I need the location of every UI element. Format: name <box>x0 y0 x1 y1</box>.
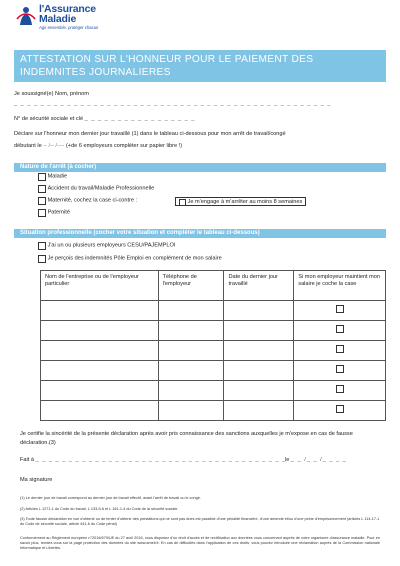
table-row <box>41 401 386 421</box>
name-field[interactable]: _ _ _ _ _ _ _ _ _ _ _ _ _ _ _ _ _ _ _ _ _ _ _ _ _ _ _ _ _ _ _ _ _ _ _ _ _ _ _ _ _ _ _ _ _ _ _ _ <box>14 101 332 107</box>
debut-note: (+de 6 employeurs compléter sur papier libre !) <box>65 143 183 149</box>
phone-cell[interactable] <box>158 401 224 421</box>
brand-name-line2: Maladie <box>39 13 77 25</box>
salary-checkbox[interactable] <box>336 305 344 313</box>
brand-name-line1: l'Assurance <box>39 3 96 15</box>
table-row <box>41 381 386 401</box>
maladie-checkbox[interactable] <box>38 173 46 181</box>
salary-cell <box>294 321 386 341</box>
salary-cell <box>294 381 386 401</box>
debut-date-field[interactable]: -- /-- /---- <box>43 143 65 149</box>
option-maternite <box>38 197 137 206</box>
pole-emploi-checkbox[interactable] <box>38 255 46 263</box>
le-date-field[interactable]: _ _ /_ _ /_ _ _ _ <box>290 457 347 463</box>
page-title <box>14 50 386 82</box>
paternite-checkbox[interactable] <box>38 209 46 217</box>
salary-cell <box>294 301 386 321</box>
date-cell[interactable] <box>224 381 294 401</box>
table-row <box>41 361 386 381</box>
date-cell[interactable] <box>224 361 294 381</box>
col-header-last-day: Date du dernier jour travaillé <box>224 271 294 301</box>
maternity-commitment-checkbox[interactable] <box>179 199 186 206</box>
salary-cell <box>294 401 386 421</box>
table-header-row <box>41 271 386 301</box>
footnote-1: (1) Le dernier jour de travail correspond au dernier jour de travail effectif, avant l'arrêt de travail ou le congé. <box>20 496 201 500</box>
date-cell[interactable] <box>224 321 294 341</box>
salary-checkbox[interactable] <box>336 365 344 373</box>
option-label: Je perçois des indemnités Pôle Emploi en complément de mon salaire <box>47 255 222 262</box>
fait-field[interactable]: _ _ _ _ _ _ _ _ _ _ _ _ _ _ _ _ _ _ _ _ _ _ _ _ _ _ _ _ _ _ _ _ _ _ _ _ _ _ <box>35 457 287 463</box>
section-nature-header: Nature de l'arrêt (à cocher) <box>14 163 386 172</box>
salary-cell <box>294 341 386 361</box>
name-label: Je soussigné(e) Nom, prénom <box>14 91 89 97</box>
option-maladie <box>38 173 67 182</box>
ss-field[interactable]: _ _ _ _ _ _ _ _ _ _ _ _ _ _ _ _ _ <box>84 116 196 122</box>
option-pole-emploi <box>38 255 222 264</box>
signature-label: Ma signature <box>20 477 53 483</box>
footnote-2: (2) Articles L 1271-1 du Code du travail, L 133-5-6 et L 161-1-4 du Code de la sécurité sociale. <box>20 507 179 511</box>
company-cell[interactable] <box>41 341 159 361</box>
employer-table <box>40 270 386 421</box>
option-accident <box>38 185 154 194</box>
table-row <box>41 341 386 361</box>
phone-cell[interactable] <box>158 341 224 361</box>
section-situation-header: Situation professionnelle (cocher votre situation et compléter le tableau ci-dessous) <box>14 229 386 238</box>
date-cell[interactable] <box>224 301 294 321</box>
rgpd-notice: Conformément au Règlement européen n°2016/679/UE du 27 avril 2016, vous disposez d'un droit d'accès et de rectification aux données vous concernant auprès de votre organisme d'assurance maladie. Pour en savoir plus, rendez-vous sur la page protection des données du site www.ameli.fr. En cas de difficultés dans l'application de ces droits, vous pouvez introduire une réclamation auprès de la Commission nationale Informatique et Libertés. <box>20 536 380 550</box>
option-label: Accident du travail/Maladie Professionnelle <box>47 185 155 192</box>
date-cell[interactable] <box>224 341 294 361</box>
assurance-maladie-logo-icon <box>14 5 38 27</box>
declare-text: Déclare sur l'honneur mon dernier jour travaillé (1) dans le tableau ci-dessous pour mon arrêt de travail/congé <box>14 131 286 137</box>
date-cell[interactable] <box>224 401 294 421</box>
brand-tagline: Agir ensemble, protéger chacun <box>39 25 99 30</box>
page-title-line2: INDEMNITES JOURNALIERES <box>20 67 171 78</box>
debut-label: débutant le <box>14 143 42 149</box>
phone-cell[interactable] <box>158 361 224 381</box>
accident-checkbox[interactable] <box>38 185 46 193</box>
company-cell[interactable] <box>41 301 159 321</box>
table-row <box>41 321 386 341</box>
page-title-line1: ATTESTATION SUR L'HONNEUR POUR LE PAIEMENT DES <box>20 54 314 65</box>
footnote-3: (3) Toute fausse déclaration en vue d'obtenir ou de tenter d'obtenir des prestations qui ne sont pas dues est passible d'une pénalité financière, d'une amende et/ou d'une peine d'emprisonnement (articles L 114-17-1 du Code de sécurité sociale, article 441-6 du Code pénal) <box>20 517 380 526</box>
option-label: J'ai un ou plusieurs employeurs CESU/PAJEMPLOI <box>47 242 176 249</box>
le-label: le <box>285 457 290 463</box>
certify-text: Je certifie la sincérité de la présente déclaration après avoir pris connaissance des sanctions auxquelles je m'expose en cas de fausse déclaration.(3) <box>20 431 353 446</box>
option-label: Maladie <box>47 173 68 180</box>
option-cesu <box>38 242 175 251</box>
salary-checkbox[interactable] <box>336 385 344 393</box>
phone-cell[interactable] <box>158 321 224 341</box>
table-row <box>41 301 386 321</box>
col-header-phone: Téléphone de l'employeur <box>158 271 224 301</box>
phone-cell[interactable] <box>158 301 224 321</box>
col-header-salary: Si mon employeur maintient mon salaire je coche la case <box>294 271 386 301</box>
company-cell[interactable] <box>41 361 159 381</box>
option-paternite <box>38 209 70 218</box>
company-cell[interactable] <box>41 381 159 401</box>
col-header-company: Nom de l'entreprise ou de l'employeur particulier <box>41 271 159 301</box>
salary-checkbox[interactable] <box>336 345 344 353</box>
ss-label: N° de sécurité sociale et clé <box>14 116 84 122</box>
option-label: Maternité, cochez la case ci-contre : <box>47 197 138 204</box>
fait-label: Fait à <box>20 457 34 463</box>
salary-cell <box>294 361 386 381</box>
phone-cell[interactable] <box>158 381 224 401</box>
maternite-checkbox[interactable] <box>38 197 46 205</box>
company-cell[interactable] <box>41 321 159 341</box>
option-label: Paternité <box>47 209 70 216</box>
salary-checkbox[interactable] <box>336 325 344 333</box>
salary-checkbox[interactable] <box>336 405 344 413</box>
cesu-checkbox[interactable] <box>38 242 46 250</box>
maternity-commitment-label: Je m'engage à m'arrêter au moins 8 semaines <box>187 199 303 205</box>
company-cell[interactable] <box>41 401 159 421</box>
maternity-commitment <box>175 197 306 206</box>
